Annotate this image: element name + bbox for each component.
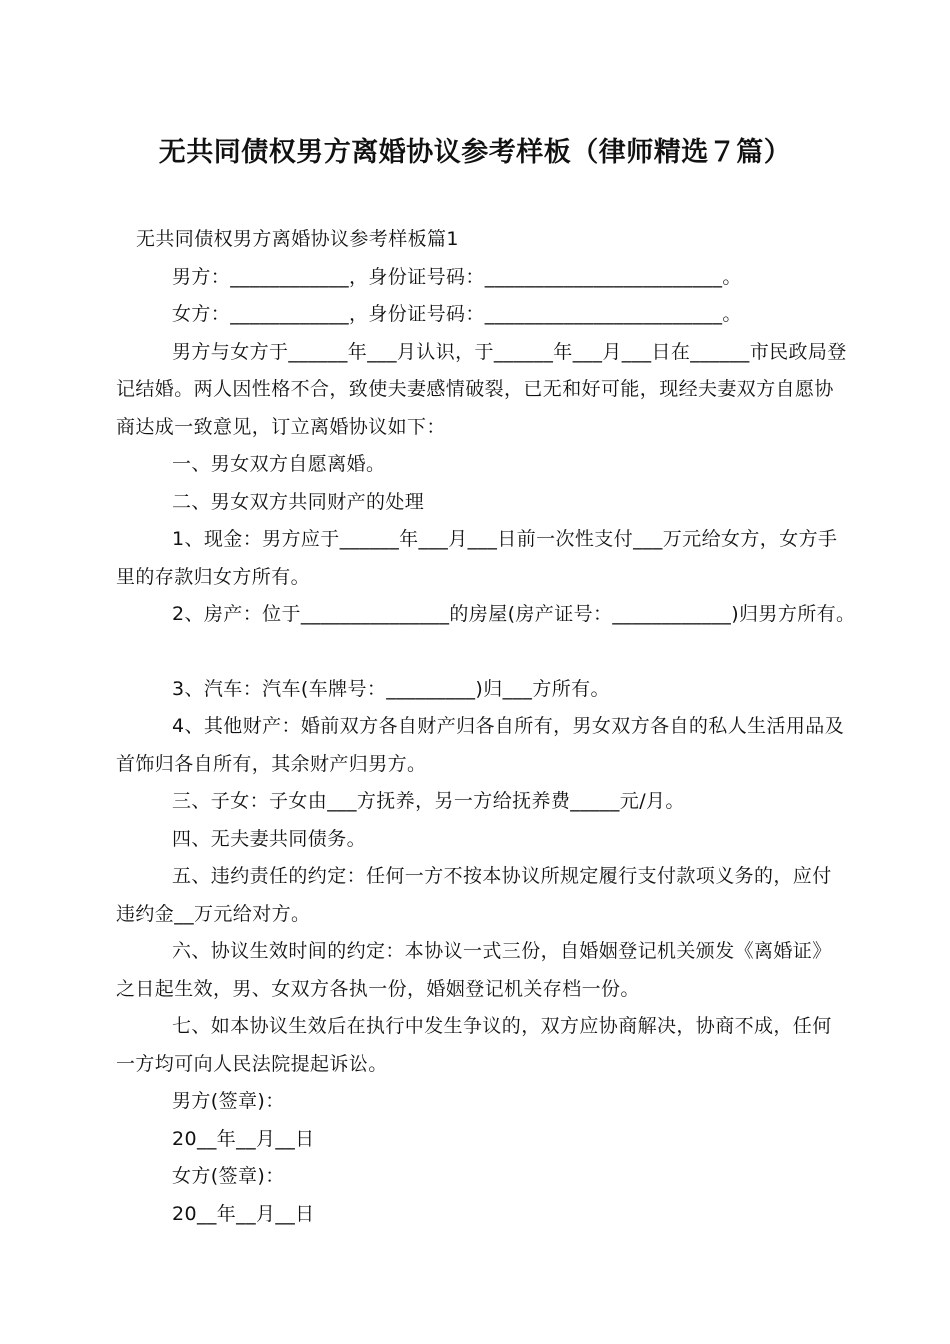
date-line: 20__年__月__日 — [172, 1128, 315, 1150]
clause-line: 2、房产：位于_______________的房屋(房产证号：____________)归男方所有。 — [172, 603, 856, 625]
clause-line: 一方均可向人民法院提起诉讼。 — [116, 1053, 388, 1075]
male-party-line: 男方：____________，身份证号码：________________________。 — [172, 266, 742, 288]
clause-line: 三、子女：子女由___方抚养，另一方给抚养费_____元/月。 — [172, 790, 685, 812]
signature-line: 男方(签章)： — [172, 1090, 285, 1112]
clause-line: 首饰归各自所有，其余财产归男方。 — [116, 753, 427, 775]
clause-line: 七、如本协议生效后在执行中发生争议的，双方应协商解决，协商不成，任何 — [172, 1015, 832, 1037]
clause-line: 四、无夫妻共同债务。 — [172, 828, 367, 850]
paragraph-line: 商达成一致意见，订立离婚协议如下： — [116, 416, 446, 438]
clause-line: 1、现金：男方应于______年___月___日前一次性支付___万元给女方，女方手 — [172, 528, 838, 550]
clause-line: 里的存款归女方所有。 — [116, 566, 311, 588]
female-party-line: 女方：____________，身份证号码：________________________。 — [172, 303, 742, 325]
section-heading: 无共同债权男方离婚协议参考样板篇1 — [136, 228, 459, 250]
clause-line: 二、男女双方共同财产的处理 — [172, 491, 425, 513]
clause-line: 之日起生效，男、女双方各执一份，婚姻登记机关存档一份。 — [116, 978, 640, 1000]
date-line: 20__年__月__日 — [172, 1203, 315, 1225]
clause-line: 五、违约责任的约定：任何一方不按本协议所规定履行支付款项义务的，应付 — [172, 865, 832, 887]
paragraph-line: 记结婚。两人因性格不合，致使夫妻感情破裂，已无和好可能，现经夫妻双方自愿协 — [116, 378, 834, 400]
clause-line: 一、男女双方自愿离婚。 — [172, 453, 386, 475]
clause-line: 3、汽车：汽车(车牌号：_________)归___方所有。 — [172, 678, 610, 700]
clause-line: 4、其他财产：婚前双方各自财产归各自所有，男女双方各自的私人生活用品及 — [172, 715, 845, 737]
paragraph-line: 男方与女方于______年___月认识，于______年___月___日在______市民政局登 — [172, 341, 847, 363]
signature-line: 女方(签章)： — [172, 1165, 285, 1187]
clause-line: 违约金__万元给对方。 — [116, 903, 311, 925]
document-title: 无共同债权男方离婚协议参考样板（律师精选７篇） — [158, 137, 792, 168]
clause-line: 六、协议生效时间的约定：本协议一式三份，自婚姻登记机关颁发《离婚证》 — [172, 940, 832, 962]
